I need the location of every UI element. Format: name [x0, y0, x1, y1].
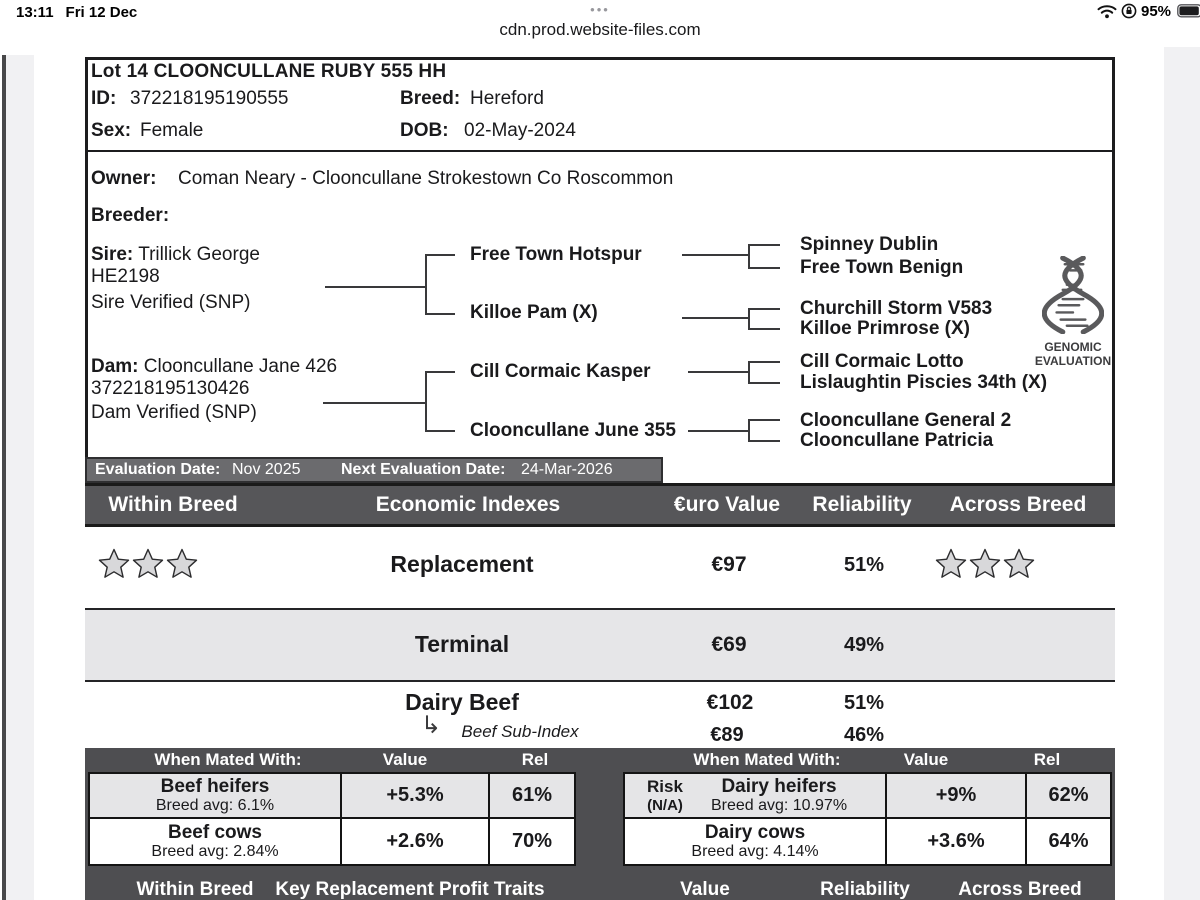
dam-stub-bottom — [425, 430, 455, 432]
great-grandparent-4: Killoe Primrose (X) — [800, 318, 970, 339]
mated-name: Beef cows — [168, 821, 262, 843]
mated-breed-avg: Breed avg: 2.84% — [151, 842, 279, 860]
risk-label: Risk — [647, 777, 683, 796]
great-grandparent-6: Lislaughtin Piscies 34th (X) — [800, 372, 1048, 393]
col-across-breed: Across Breed — [949, 493, 1087, 516]
star-icon — [935, 547, 967, 579]
star-icon — [166, 547, 198, 579]
great-grandparent-3: Churchill Storm V583 — [800, 298, 993, 319]
breeder-label: Breeder: — [91, 205, 170, 226]
gp2-stub-top — [748, 308, 780, 310]
genomic-evaluation-logo — [1003, 256, 1143, 368]
great-grandparent-8: Clooncullane Patricia — [800, 430, 994, 451]
battery-icon — [1177, 4, 1200, 23]
table-row — [625, 774, 1110, 819]
gp4-stub-top — [748, 419, 780, 421]
gp3-stub-bottom — [748, 382, 780, 384]
sire-line1 — [91, 244, 260, 266]
sex-label: Sex: — [91, 120, 132, 141]
gp3-branch-line — [688, 371, 748, 373]
gp4-stub-bottom — [748, 440, 780, 442]
replacement-value: €97 — [711, 553, 747, 576]
mated-value: +9% — [935, 784, 977, 806]
gp4-bracket — [748, 419, 750, 442]
footer-within-breed: Within Breed — [136, 879, 254, 900]
status-time — [16, 4, 137, 21]
great-grandparent-2: Free Town Benign — [800, 257, 964, 278]
mated-value: +2.6% — [386, 830, 444, 852]
evaluation-date-bar — [85, 457, 663, 483]
footer-key-traits: Key Replacement Profit Traits — [275, 879, 545, 900]
footer-across-breed: Across Breed — [958, 879, 1082, 900]
index-row-replacement — [85, 527, 1115, 608]
mated-value: +3.6% — [927, 830, 985, 852]
dob-label: DOB: — [400, 120, 449, 141]
mated-right-col-name: When Mated With: — [693, 750, 841, 769]
dam-code: 372218195130426 — [91, 378, 250, 399]
star-icon — [98, 547, 130, 579]
sire-bracket — [425, 254, 427, 315]
risk-annotation — [633, 777, 697, 815]
breed-label: Breed: — [400, 88, 461, 109]
evaluation-date-value: Nov 2025 — [232, 461, 301, 478]
next-evaluation-value: 24-Mar-2026 — [521, 461, 613, 478]
genomic-caption-line2: EVALUATION — [1034, 354, 1112, 368]
gp2-bracket — [748, 308, 750, 330]
mated-right-col-rel: Rel — [1033, 750, 1061, 769]
mated-name: Dairy cows — [704, 821, 806, 843]
gp2-stub-bottom — [748, 328, 780, 330]
gp1-stub-bottom — [748, 267, 780, 269]
sire-name: Trillick George — [138, 244, 260, 265]
star-icon — [132, 547, 164, 579]
rotation-lock-icon — [1121, 3, 1137, 24]
sub-index-arrow-icon: ↳ — [421, 712, 442, 739]
dairy-beef-reliability: 51% — [843, 692, 885, 714]
beef-sub-index-reliability: 46% — [843, 724, 885, 746]
grandparent-4: Clooncullane June 355 — [470, 420, 676, 441]
dam-verified: Dam Verified (SNP) — [91, 402, 257, 423]
mated-left-col-name: When Mated With: — [154, 750, 302, 769]
multitask-dots-icon[interactable]: ••• — [590, 2, 610, 17]
beef-sub-index-value: €89 — [710, 724, 744, 746]
footer-reliability: Reliability — [820, 879, 910, 900]
next-evaluation-label: Next Evaluation Date: — [341, 461, 506, 478]
index-row-terminal — [85, 608, 1115, 682]
col-reliability: Reliability — [812, 493, 912, 516]
address-bar-url[interactable]: cdn.prod.website-files.com — [499, 20, 701, 39]
mated-name: Beef heifers — [160, 775, 270, 797]
mated-rel: 62% — [1048, 784, 1089, 806]
dam-stub-top — [425, 371, 455, 373]
gp1-bracket — [748, 244, 750, 269]
table-row — [90, 819, 574, 864]
dob-value: 02-May-2024 — [464, 120, 576, 141]
col-euro-value: €uro Value — [673, 493, 781, 516]
id-row — [91, 88, 116, 110]
header-divider — [85, 150, 1115, 152]
breed-value: Hereford — [470, 88, 544, 109]
sire-code: HE2198 — [91, 266, 160, 287]
gp1-branch-line — [682, 254, 748, 256]
dam-label: Dam: — [91, 356, 139, 377]
mated-rel: 61% — [511, 784, 553, 806]
mated-right-col-value: Value — [903, 750, 949, 769]
col-economic-indexes: Economic Indexes — [375, 493, 561, 516]
gp4-branch-line — [688, 430, 748, 432]
index-row-dairy-beef — [85, 682, 1115, 748]
gp1-stub-top — [748, 244, 780, 246]
mated-left-col-rel: Rel — [521, 750, 549, 769]
status-bar — [0, 0, 1200, 46]
sex-value: Female — [140, 120, 204, 141]
gp2-branch-line — [682, 317, 748, 319]
right-margin-band — [1164, 47, 1200, 900]
risk-na: (N/A) — [647, 797, 683, 814]
owner-value: Coman Neary - Clooncullane Strokestown Co Roscommon — [178, 168, 674, 189]
evaluation-date-label: Evaluation Date: — [95, 461, 221, 478]
mated-left-col-value: Value — [382, 750, 428, 769]
grandparent-1: Free Town Hotspur — [470, 244, 642, 265]
dairy-beef-name: Dairy Beef — [405, 689, 519, 715]
mated-left-table — [88, 772, 576, 866]
sire-branch-line — [325, 286, 425, 288]
mated-rel: 70% — [511, 830, 553, 852]
mated-name: Dairy heifers — [721, 775, 837, 797]
terminal-reliability: 49% — [843, 634, 885, 656]
great-grandparent-7: Clooncullane General 2 — [800, 410, 1012, 431]
mated-breed-avg: Breed avg: 6.1% — [155, 796, 275, 814]
table-row — [90, 774, 574, 819]
replacement-name: Replacement — [390, 551, 534, 577]
great-grandparent-1: Spinney Dublin — [800, 234, 939, 255]
mated-breed-avg: Breed avg: 4.14% — [691, 842, 819, 860]
id-label: ID: — [91, 88, 117, 109]
star-icon — [969, 547, 1001, 579]
table-row — [625, 819, 1110, 864]
clock-text: 13:11 — [16, 4, 54, 21]
dairy-beef-value: €102 — [706, 691, 754, 714]
sire-label: Sire: — [91, 244, 134, 265]
grandparent-2: Killoe Pam (X) — [470, 302, 598, 323]
dna-helix-icon — [1042, 256, 1104, 334]
footer-value: Value — [680, 879, 730, 900]
across-breed-stars — [935, 547, 1035, 579]
left-margin-band — [6, 55, 34, 900]
when-mated-with-section — [85, 748, 1115, 900]
mated-value: +5.3% — [386, 784, 444, 806]
gp3-stub-top — [748, 361, 780, 363]
mated-rel: 64% — [1048, 830, 1089, 852]
date-text: Fri 12 Dec — [65, 4, 138, 21]
grandparent-3: Cill Cormaic Kasper — [470, 361, 651, 382]
star-icon — [1003, 547, 1035, 579]
col-within-breed: Within Breed — [108, 493, 238, 516]
dam-name: Clooncullane Jane 426 — [143, 356, 338, 377]
gp3-bracket — [748, 361, 750, 384]
genomic-caption-line1: GENOMIC — [1044, 340, 1102, 354]
owner-label: Owner: — [91, 168, 157, 189]
terminal-value: €69 — [711, 633, 747, 656]
replacement-reliability: 51% — [843, 554, 885, 576]
wifi-icon — [1097, 4, 1117, 24]
mated-right-table — [623, 772, 1112, 866]
dam-branch-line — [323, 402, 425, 404]
great-grandparent-5: Cill Cormaic Lotto — [800, 351, 964, 372]
animal-evaluation-card — [85, 57, 1115, 900]
dam-line1 — [91, 356, 337, 378]
page-title: Lot 14 CLOONCULLANE RUBY 555 HH — [91, 61, 447, 82]
id-value: 372218195190555 — [130, 88, 289, 109]
dam-bracket — [425, 371, 427, 432]
mated-breed-avg: Breed avg: 10.97% — [710, 796, 848, 814]
economic-indexes-header — [85, 483, 1115, 527]
battery-percent: 95% — [1141, 3, 1172, 20]
within-breed-stars — [98, 547, 198, 579]
sire-stub-bottom — [425, 313, 455, 315]
terminal-name: Terminal — [414, 631, 510, 657]
beef-sub-index-name: Beef Sub-Index — [461, 722, 579, 741]
sire-stub-top — [425, 254, 455, 256]
sire-verified: Sire Verified (SNP) — [91, 292, 251, 313]
